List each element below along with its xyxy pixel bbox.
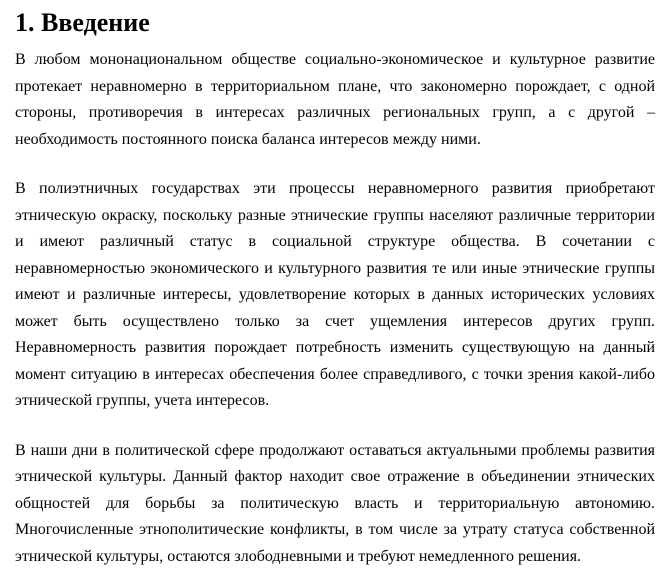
paragraph-1: В любом мононациональном обществе социально-экономическое и культурное развитие протекает неравномерно в территориальном плане, что закономерно порождает, с одной стороны, противоречия в интересах различных региональных групп, а с другой – необходимость постоянного поиска баланса интересов между ними.: [15, 47, 655, 153]
paragraph-3: В наши дни в политической сфере продолжают оставаться актуальными проблемы развития этнической культуры. Данный фактор находит свое отражение в объединении этнических общностей для борьбы за политическую власть и территориальную автономию. Многочисленные этнополитические конфликты, в том числе за утрату статуса собственной этнической культуры, остаются злободневными и требуют немедленного решения.: [15, 438, 655, 570]
paragraph-2: В полиэтничных государствах эти процессы неравномерного развития приобретают этническую окраску, поскольку разные этнические группы населяют различные территории и имеют различный статус в социальной структуре общества. В сочетании с неравномерностью экономического и культурного развития те или иные этнические группы имеют и различные интересы, удовлетворение которых в данных исторических условиях может быть осуществлено только за счет ущемления интересов других групп. Неравномерность развития порождает потребность изменить существующую на данный момент ситуацию в интересах обеспечения более справедливого, с точки зрения какой-либо этнической группы, учета интересов.: [15, 176, 655, 415]
section-heading: 1. Введение: [15, 8, 655, 38]
